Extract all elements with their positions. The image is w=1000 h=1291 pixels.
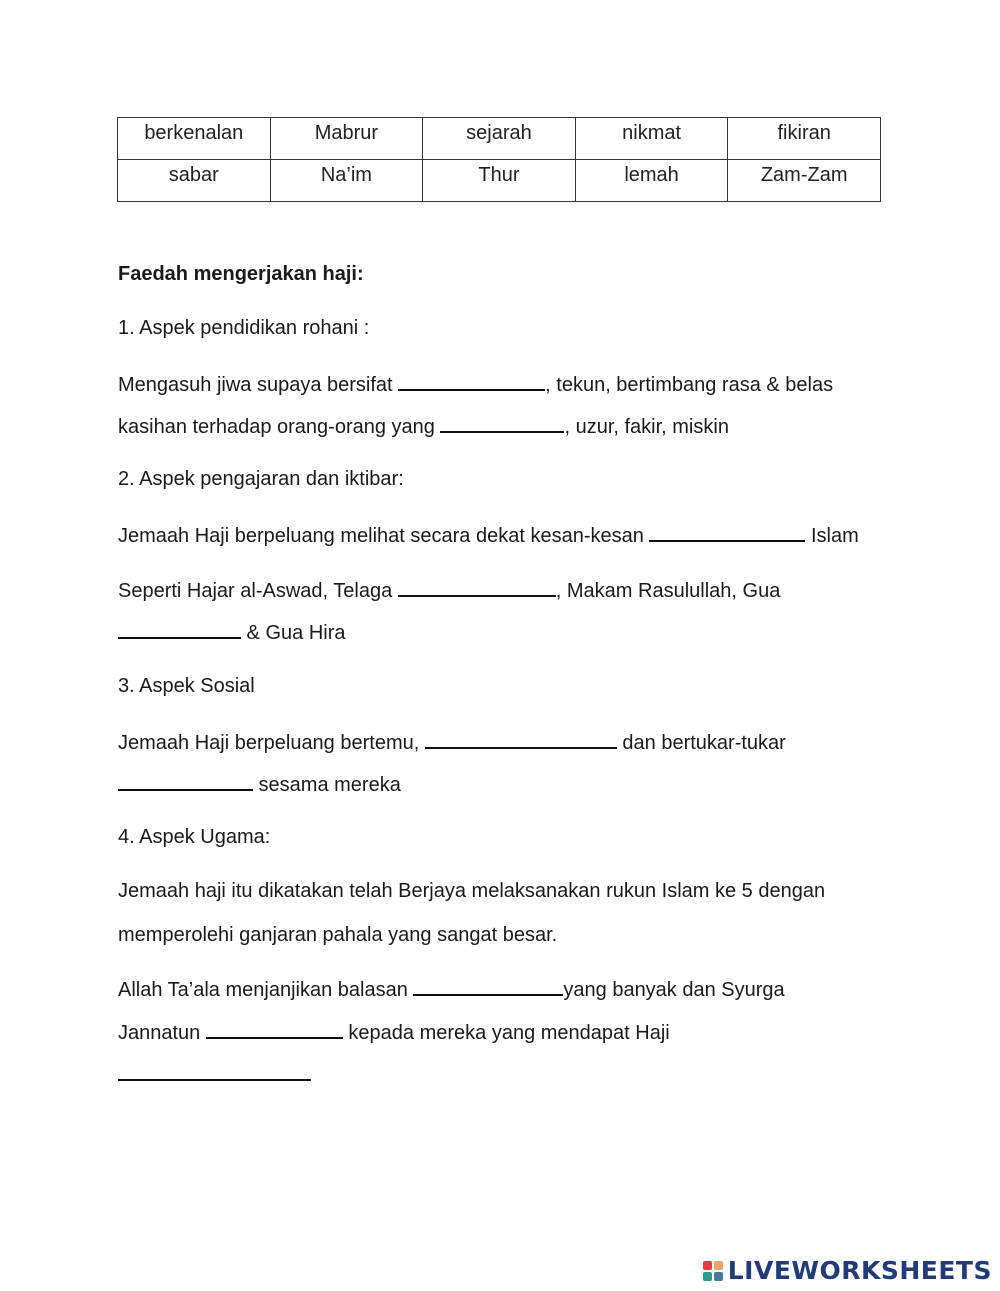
text-fragment: Jemaah Haji berpeluang melihat secara dekat kesan-kesan xyxy=(118,525,650,547)
word-bank-cell: Mabrur xyxy=(270,118,423,160)
logo-square xyxy=(703,1272,712,1281)
word-bank-cell: lemah xyxy=(575,160,728,202)
text-fragment: Jemaah Haji berpeluang bertemu, xyxy=(118,732,425,754)
text-fragment: Islam xyxy=(805,525,859,547)
logo-square xyxy=(703,1261,712,1270)
section-2-line-3 xyxy=(118,619,345,645)
section-4-line-2 xyxy=(118,1019,670,1045)
blank-field-1[interactable] xyxy=(398,371,545,391)
text-fragment: kepada mereka yang mendapat Haji xyxy=(342,1022,670,1044)
text-fragment: sesama mereka xyxy=(253,774,401,796)
text-fragment: & Gua Hira xyxy=(241,622,346,644)
text-fragment: Allah Ta’ala menjanjikan balasan xyxy=(118,979,414,1001)
blank-field-8[interactable] xyxy=(413,976,563,996)
section-3-line-2 xyxy=(118,771,401,797)
liveworksheets-logo[interactable] xyxy=(703,1256,992,1285)
section-1-title: 1. Aspek pendidikan rohani : xyxy=(118,317,370,339)
logo-text: LIVEWORKSHEETS xyxy=(727,1256,992,1285)
word-bank-cell: fikiran xyxy=(728,118,881,160)
blank-field-7[interactable] xyxy=(118,771,253,791)
text-fragment: Mengasuh jiwa supaya bersifat xyxy=(118,374,399,396)
section-4-title: 4. Aspek Ugama: xyxy=(118,826,271,848)
word-bank-cell: sabar xyxy=(118,160,271,202)
word-bank-cell: Thur xyxy=(423,160,576,202)
word-bank-cell: berkenalan xyxy=(118,118,271,160)
logo-square xyxy=(714,1261,723,1270)
word-bank-row xyxy=(118,160,881,202)
text-fragment: , uzur, fakir, miskin xyxy=(564,416,729,438)
word-bank-cell: sejarah xyxy=(423,118,576,160)
section-3-line-1 xyxy=(118,729,786,755)
blank-field-5[interactable] xyxy=(118,619,241,639)
text-fragment: Seperti Hajar al-Aswad, Telaga xyxy=(118,580,398,602)
section-4-para-line-2: memperolehi ganjaran pahala yang sangat besar. xyxy=(118,924,558,946)
section-4-para-line-1: Jemaah haji itu dikatakan telah Berjaya melaksanakan rukun Islam ke 5 dengan xyxy=(118,880,826,902)
text-fragment: Jannatun xyxy=(118,1022,206,1044)
section-2-line-2 xyxy=(118,577,780,603)
page-heading: Faedah mengerjakan haji: xyxy=(118,263,364,285)
blank-field-4[interactable] xyxy=(398,577,556,597)
section-2-title: 2. Aspek pengajaran dan iktibar: xyxy=(118,468,404,490)
section-4-line-1 xyxy=(118,976,785,1002)
text-fragment: dan bertukar-tukar xyxy=(616,732,786,754)
text-fragment: , tekun, bertimbang rasa & belas xyxy=(545,374,834,396)
section-4-line-3 xyxy=(118,1061,311,1087)
section-1-line-1 xyxy=(118,371,833,397)
section-3-title: 3. Aspek Sosial xyxy=(118,675,255,697)
blank-field-10[interactable] xyxy=(118,1061,311,1081)
blank-field-6[interactable] xyxy=(425,729,617,749)
liveworksheets-logo-icon xyxy=(703,1261,723,1281)
blank-field-2[interactable] xyxy=(440,413,564,433)
text-fragment: , Makam Rasulullah, Gua xyxy=(555,580,781,602)
word-bank-table xyxy=(117,117,881,202)
word-bank-cell: Na’im xyxy=(270,160,423,202)
blank-field-3[interactable] xyxy=(649,522,805,542)
section-2-line-1 xyxy=(118,522,859,548)
section-1-line-2 xyxy=(118,413,729,439)
word-bank-cell: Zam-Zam xyxy=(728,160,881,202)
text-fragment: yang banyak dan Syurga xyxy=(563,979,785,1001)
text-fragment: kasihan terhadap orang-orang yang xyxy=(118,416,441,438)
blank-field-9[interactable] xyxy=(206,1019,343,1039)
word-bank-cell: nikmat xyxy=(575,118,728,160)
word-bank-row xyxy=(118,118,881,160)
logo-square xyxy=(714,1272,723,1281)
